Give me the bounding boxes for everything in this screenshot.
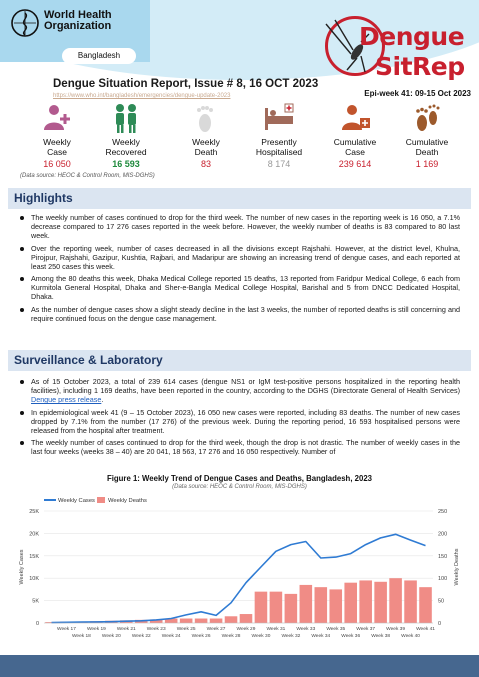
- x-tick-label: Week 23: [146, 627, 166, 632]
- highlight-item: Among the 80 deaths this week, Dhaka Medical College reported 15 deaths, 13 reported from Faridpur Medical College, 6 each from Kurmitola General Hospital, Dhaka and Sher-e-Bangla Medical College Hospital, Barishal and 5 from DNCC Dedicated Hospital, Dhaka.: [20, 274, 460, 301]
- surveillance-heading-bar: [8, 350, 471, 371]
- stat-label-top: Weekly: [43, 137, 71, 147]
- cumulative-person-icon: [339, 102, 371, 134]
- country-label: Bangladesh: [62, 48, 136, 64]
- recovered-people-icon: [110, 102, 142, 134]
- x-tick-label: Week 21: [116, 627, 136, 632]
- stat-weekly-case: [20, 102, 94, 169]
- x-tick-label: Week 39: [386, 627, 406, 632]
- x-tick-label: Week 38: [371, 634, 391, 639]
- x-tick-label: Week 37: [356, 627, 376, 632]
- death-bar: [374, 582, 387, 623]
- who-emblem-icon: [10, 8, 40, 38]
- death-bar: [195, 619, 208, 623]
- death-bar: [344, 583, 357, 623]
- stat-value: 239 614: [338, 159, 372, 169]
- y-tick-right: 50: [438, 598, 445, 605]
- stats-source-note: (Data source: HEOC & Control Room, MIS-DGHS): [20, 173, 155, 179]
- report-link[interactable]: https://www.who.int/bangladesh/emergencies/dengue-update-2023: [53, 93, 231, 99]
- x-tick-label: Week 18: [71, 634, 91, 639]
- legend-deaths-label: Weekly Deaths: [108, 498, 147, 504]
- death-bar: [315, 587, 328, 623]
- stat-value: 8 174: [267, 159, 291, 169]
- x-tick-label: Week 36: [341, 634, 361, 639]
- death-bar: [419, 587, 432, 623]
- dengue-press-release-link[interactable]: Dengue press release: [31, 395, 102, 404]
- x-tick-label: Week 17: [57, 627, 76, 632]
- highlight-item: As the number of dengue cases show a slight steady decline in the last 3 weeks, the number of reported deaths is still concerning and require continued focus on the dengue case management.: [20, 305, 460, 323]
- figure-title: Figure 1: Weekly Trend of Dengue Cases and Deaths, Bangladesh, 2023: [106, 474, 373, 483]
- report-title: Dengue Situation Report, Issue # 8, 16 OCT 2023: [53, 78, 319, 90]
- stat-value: 16 050: [43, 159, 71, 169]
- y-tick-right: 0: [438, 621, 442, 627]
- death-bar: [404, 580, 417, 623]
- hospital-bed-icon: [263, 102, 295, 134]
- y-tick-left: 15K: [29, 553, 39, 560]
- death-bar: [270, 592, 283, 623]
- footer-band: [0, 655, 479, 677]
- highlights-heading-bar: [8, 188, 471, 209]
- death-bar: [359, 580, 372, 623]
- stat-cumulative-case: [318, 102, 392, 169]
- stat-weekly-death: [169, 102, 243, 169]
- legend-deaths-swatch: [97, 497, 105, 503]
- stat-label-bottom: Case: [47, 147, 67, 157]
- surveillance-item: The weekly number of cases continued to drop for the third week, though the drop is not drastic. The number of weekly cases in the last four weeks (weeks 38 – 40) are 20 041, 18 563, 17 276 and 16 050 respectively. Number of: [20, 438, 460, 456]
- x-tick-label: Week 20: [101, 634, 121, 639]
- stat-label-top: Weekly: [112, 137, 140, 147]
- y-axis-title-left: Weekly Cases: [19, 549, 25, 585]
- x-tick-label: Week 40: [401, 634, 420, 639]
- stat-value: 1 169: [415, 159, 439, 169]
- stat-weekly-recovered: [89, 102, 163, 169]
- highlight-item: Over the reporting week, number of cases decreased in all the divisions except Rajshahi. However, at the district level, Khulna, Pirojpur, Rajshahi, Gazipur, Kushtia, Rajbari, and Madaripur are showing an increasing trend of dengue cases, and each reported at least 250 cases this week.: [20, 244, 460, 271]
- y-tick-right: 100: [438, 576, 448, 583]
- stat-label-top: Cumulative: [333, 137, 377, 147]
- death-bar: [389, 578, 402, 623]
- sitrep-word-dengue: Dengue: [359, 22, 465, 51]
- epi-week-label: Epi-week 41: 09-15 Oct 2023: [364, 89, 471, 98]
- stat-label-top: Cumulative: [405, 137, 449, 147]
- who-wordmark: [44, 10, 112, 32]
- stat-presently-hospitalised: [242, 102, 316, 169]
- x-tick-label: Week 26: [191, 634, 211, 639]
- x-tick-label: Week 28: [221, 634, 241, 639]
- sitrep-word-sitrep: SitRep: [375, 52, 465, 81]
- stat-label-bottom: Hospitalised: [255, 147, 303, 157]
- stat-label-bottom: Case: [345, 147, 365, 157]
- stat-cumulative-death: [390, 102, 464, 169]
- x-tick-label: Week 25: [176, 627, 196, 632]
- y-tick-left: 20K: [29, 531, 39, 538]
- death-bar: [210, 619, 223, 623]
- highlight-item: The weekly number of cases continued to drop for the third week. The number of new cases in the reporting week is 16 050, a 7.1% decrease compared to 17 276 cases reported in the week before. However, the weekly number of deaths is 83 compared to 80 last week.: [20, 213, 460, 240]
- y-tick-right: 200: [438, 531, 448, 538]
- highlights-list: [20, 213, 460, 326]
- x-tick-label: Week 34: [311, 634, 331, 639]
- footprints-icon: [411, 102, 443, 134]
- x-tick-label: Week 27: [206, 627, 226, 632]
- y-tick-right: 150: [438, 553, 448, 560]
- y-tick-right: 250: [438, 509, 448, 515]
- x-tick-label: Week 29: [236, 627, 256, 632]
- surveillance-item: In epidemiological week 41 (9 – 15 October 2023), 16 050 new cases were reported, including 83 deaths. The number of new cases dropped by 7.1% from the number (17 276) of the previous week. During the reporting period, 16 593 hospitalised persons were released from the hospital after treatment.: [20, 408, 460, 435]
- y-tick-left: 25K: [29, 509, 39, 515]
- x-tick-label: Week 35: [326, 627, 346, 632]
- weekly-trend-chart: [0, 490, 479, 652]
- surveillance-heading: Surveillance & Laboratory: [14, 353, 163, 367]
- death-bar: [300, 585, 313, 623]
- y-tick-left: 0: [35, 621, 39, 627]
- x-tick-label: Week 30: [251, 634, 271, 639]
- death-bar: [225, 616, 238, 623]
- stats-row: [0, 102, 479, 182]
- surveillance-item-end: .: [101, 395, 104, 404]
- stat-label-bottom: Death: [194, 147, 218, 157]
- x-tick-label: Week 32: [281, 634, 301, 639]
- death-bar: [329, 589, 342, 623]
- x-tick-label: Week 33: [296, 627, 316, 632]
- stat-label-bottom: Recovered: [105, 147, 147, 157]
- x-tick-label: Week 22: [131, 634, 151, 639]
- stat-label-top: Weekly: [192, 137, 220, 147]
- stat-label-top: Presently: [261, 137, 297, 147]
- stat-value: 83: [200, 159, 211, 169]
- x-tick-label: Week 19: [86, 627, 106, 632]
- y-tick-left: 10K: [29, 576, 39, 583]
- x-tick-label: Week 41: [416, 627, 435, 632]
- figure-source: (Data source: HEOC & Control Room, MIS-DGHS): [172, 484, 307, 490]
- x-tick-label: Week 24: [161, 634, 181, 639]
- highlights-heading: Highlights: [14, 191, 73, 205]
- surveillance-item-text: As of 15 October 2023, a total of 239 614 cases (dengue NS1 or IgM test-positive persons hospitalized in the reporting health facilities), including 1 169 deaths, have been reported in the country, according to the DGHS (Directorate General of Health Services): [31, 377, 460, 395]
- person-plus-icon: [41, 102, 73, 134]
- stat-value: 16 593: [112, 159, 140, 169]
- death-bar: [285, 594, 298, 623]
- org-line-2: Organization: [44, 20, 112, 32]
- org-line-1: World Health: [44, 9, 112, 21]
- death-bar: [180, 619, 193, 623]
- y-axis-title-right: Weekly Deaths: [454, 548, 460, 586]
- footprint-icon: [190, 102, 222, 134]
- surveillance-item: [20, 377, 460, 404]
- stat-label-bottom: Death: [415, 147, 439, 157]
- x-tick-label: Week 31: [266, 627, 286, 632]
- death-bar: [240, 614, 253, 623]
- death-bar: [255, 592, 268, 623]
- dengue-sitrep-logo: [321, 14, 471, 84]
- surveillance-list: [20, 377, 460, 460]
- legend-cases-label: Weekly Cases: [58, 498, 95, 504]
- y-tick-left: 5K: [32, 598, 39, 605]
